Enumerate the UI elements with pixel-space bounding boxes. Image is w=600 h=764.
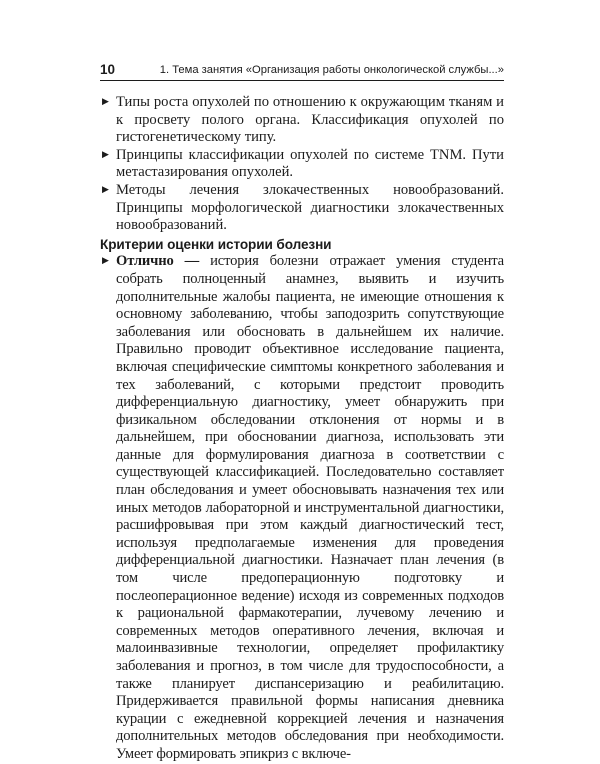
bullet-text: Типы роста опухолей по отношению к окружающим тканям и к просвету полого органа. Классификация опухолей по гистогенетическому типу. (116, 94, 504, 146)
page-number: 10 (100, 62, 116, 77)
right-triangle-bullet-icon: ▶ (102, 149, 109, 160)
criterion-item (100, 253, 504, 763)
criterion-text (116, 253, 504, 763)
bullet-item (100, 147, 504, 182)
right-triangle-bullet-icon: ▶ (102, 97, 109, 107)
bullet-item (100, 94, 504, 147)
criterion-description: история болезни отражает умения студента собрать полноценный анамнез, выявить и изучить дополнительные жалобы пациента, не имеющие отношения к основному заболеванию, чтобы заподозрить сопутствующие заболевания или обосновать в дальнейшем их наличие. Правильно проводит объективное исследование пациента, включая специфические симптомы конкретного заболевания и тех заболеваний, с которыми предстоит проводить дифференциальную диагностику, умеет обнаружить при физикальном обследовании отклонения от нормы и в дальнейшем, при обосновании диагноза, использовать эти данные для формулирования диагноза в соответствии с существующей классификацией. Последовательно составляет план обследования и умеет обосновывать назначения тех или иных методов лабораторной и инструментальной диагностики, расшифровывая при этом каждый диагностический тест, используя предполагаемые изменения для проведения дифференциальной диагностики. Назначает план лечения (в том числе предоперационную подготовку и послеоперационное ведение) исходя из современных подходов к рациональной фармакотерапии, лучевому лечению и современных методов оперативного лечения, включая и малоинвазивные технологии, определяет профилактику заболевания и прогноз, в том числе для трудоспособности, а также планирует диспансеризацию и реабилитацию. Придерживается правильной формы написания дневника курации с ежедневной коррекцией лечения и назначения дополнительных методов обследования при необходимости. Умеет формировать эпикриз с включе- (116, 253, 504, 762)
page-body (100, 94, 504, 764)
bullet-text: Принципы классификации опухолей по системе TNM. Пути метастазирования опухолей. (116, 146, 504, 181)
bullet-text: Методы лечения злокачественных новообразований. Принципы морфологической диагностики злокачественных новообразований. (116, 181, 504, 234)
right-triangle-bullet-icon: ▶ (102, 184, 109, 195)
running-header (100, 62, 504, 81)
running-title: 1. Тема занятия «Организация работы онкологической службы...» (159, 64, 504, 76)
section-heading: Критерии оценки истории болезни (100, 236, 332, 252)
criterion-dash: — (173, 253, 211, 270)
bullet-item (100, 182, 504, 235)
criterion-term: Отлично (116, 253, 174, 270)
right-triangle-bullet-icon: ▶ (102, 256, 109, 267)
